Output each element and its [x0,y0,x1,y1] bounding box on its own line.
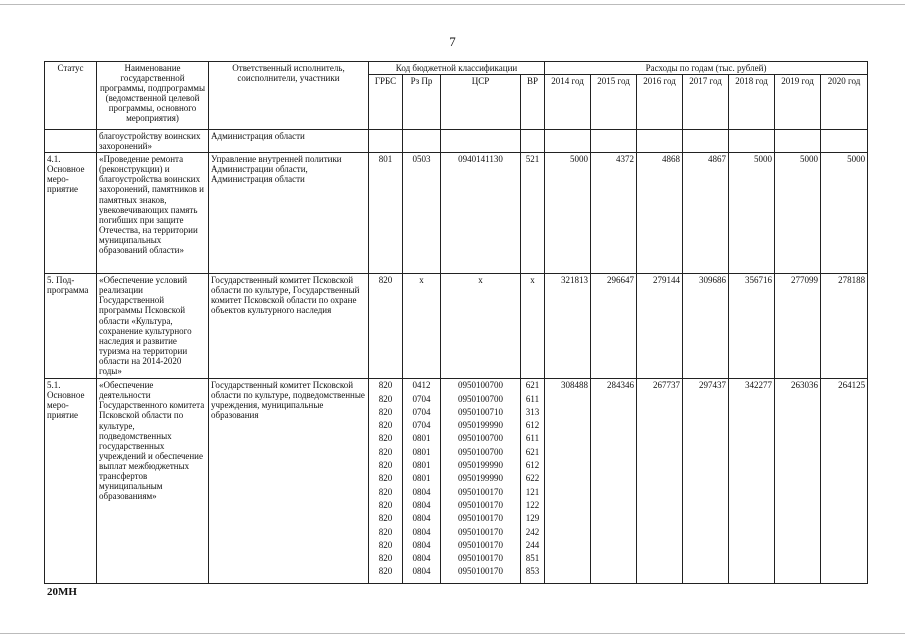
cell-csr: 0940141130 [441,153,521,274]
header-year-2020: 2020 год [821,75,868,130]
cell-rzpr: 0503 [403,153,441,274]
table-row [45,274,868,379]
cell-year-2015: 284346 [591,379,637,584]
header-year-2019: 2019 год [775,75,821,130]
cell-year [545,130,591,153]
cell-responsible: Государственный комитет Псковской области по культуре, подведомственные учреждения, муниципальные образования [209,379,369,584]
cell-status: 5.1. Основное меро-приятие [45,379,97,584]
cell-responsible: Администрация области [209,130,369,153]
cell-year-2014: 5000 [545,153,591,274]
cell-year-2019: 5000 [775,153,821,274]
cell-year-2019: 263036 [775,379,821,584]
header-year-2017: 2017 год [683,75,729,130]
cell-year-2016: 4868 [637,153,683,274]
cell-vr [521,130,545,153]
cell-csr: х [441,274,521,379]
header-year-2018: 2018 год [729,75,775,130]
cell-year-2014: 308488 [545,379,591,584]
footer-code: 20МН [47,586,77,598]
scan-artifact-top [0,4,905,5]
cell-program: «Проведение ремонта (реконструкции) и благоустройства воинских захоронений, памятников и памятных знаков, увековечивающих память погибших при защите Отечества, на территории муниципальных образований области» [97,153,209,274]
cell-year [775,130,821,153]
header-year-2014: 2014 год [545,75,591,130]
cell-rzpr: х [403,274,441,379]
cell-year [591,130,637,153]
header-year-2015: 2015 год [591,75,637,130]
header-grbs: ГРБС [369,75,403,130]
cell-year-2015: 296647 [591,274,637,379]
cell-rzpr [403,130,441,153]
cell-year-2016: 267737 [637,379,683,584]
cell-year [821,130,868,153]
cell-year-2017: 309686 [683,274,729,379]
header-row-1 [45,62,868,75]
page-number: 7 [449,34,456,49]
cell-vr: х [521,274,545,379]
cell-responsible: Управление внутренней политики Администрации области, Администрация области [209,153,369,274]
table-row [45,379,868,584]
cell-year-2019: 277099 [775,274,821,379]
header-rzpr: Рз Пр [403,75,441,130]
cell-vr-list: 621 611 313 612 611 621 612 622 121 122 129 242 244 851 853 [521,379,545,584]
cell-csr [441,130,521,153]
header-program: Наименование государственной программы, подпрограммы (ведомственной целевой программы, основного мероприятия) [97,62,209,130]
cell-year-2015: 4372 [591,153,637,274]
cell-year-2020: 5000 [821,153,868,274]
cell-year-2017: 297437 [683,379,729,584]
cell-program: «Обеспечение условий реализации Государственной программы Псковской области «Культура, сохранение культурного наследия и развитие туризма на территории области на 2014-2020 годы» [97,274,209,379]
header-csr: ЦСР [441,75,521,130]
cell-year-2020: 264125 [821,379,868,584]
table-row [45,130,868,153]
cell-year-2020: 278188 [821,274,868,379]
cell-year-2018: 5000 [729,153,775,274]
cell-status [45,130,97,153]
cell-year [729,130,775,153]
cell-year-2014: 321813 [545,274,591,379]
cell-grbs-list: 820 820 820 820 820 820 820 820 820 820 820 820 820 820 820 [369,379,403,584]
cell-program: благоустройству воинских захоронений» [97,130,209,153]
header-vr: ВР [521,75,545,130]
cell-grbs: 801 [369,153,403,274]
header-status: Статус [45,62,97,130]
cell-program: «Обеспечение деятельности Государственного комитета Псковской области по культуре, подведомственных государственных учреждений и обеспечение выплат межбюджетных трансфертов муниципальным образованиям» [97,379,209,584]
cell-grbs: 820 [369,274,403,379]
cell-vr: 521 [521,153,545,274]
cell-year-2016: 279144 [637,274,683,379]
cell-year-2018: 342277 [729,379,775,584]
cell-status: 4.1. Основное меро-приятие [45,153,97,274]
cell-year [683,130,729,153]
table-row [45,153,868,274]
header-responsible: Ответственный исполнитель, соисполнители, участники [209,62,369,130]
cell-responsible: Государственный комитет Псковской области по культуре, Государственный комитет Псковской области по охране объектов культурного наследия [209,274,369,379]
header-budget-code: Код бюджетной классификации [369,62,545,75]
scan-artifact-bottom [0,633,905,634]
cell-rzpr-list: 0412 0704 0704 0704 0801 0801 0801 0801 0804 0804 0804 0804 0804 0804 0804 [403,379,441,584]
cell-year-2018: 356716 [729,274,775,379]
header-expenses: Расходы по годам (тыс. рублей) [545,62,868,75]
cell-year-2017: 4867 [683,153,729,274]
budget-table [44,61,868,584]
cell-status: 5. Под-программа [45,274,97,379]
cell-csr-list: 0950100700 0950100700 0950100710 0950199990 0950100700 0950100700 0950199990 0950199990 0950100170 0950100170 0950100170 0950100170 0950100170 0950100170 0950100170 [441,379,521,584]
header-year-2016: 2016 год [637,75,683,130]
cell-grbs [369,130,403,153]
cell-year [637,130,683,153]
